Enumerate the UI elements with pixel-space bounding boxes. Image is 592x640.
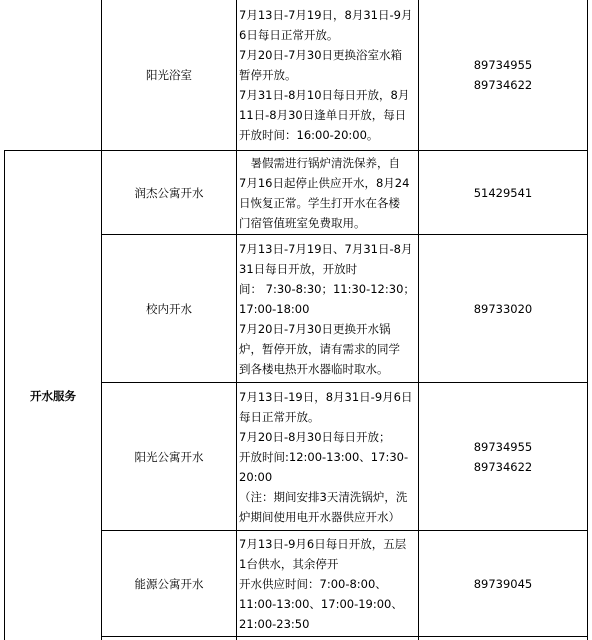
facility-name: 润杰公寓开水: [134, 185, 204, 200]
facility-name: 能源公寓开水: [134, 576, 204, 591]
description-cell: [237, 531, 418, 636]
description-cell: [237, 235, 418, 382]
facility-cell: [102, 0, 236, 150]
phone-cell: [419, 531, 587, 636]
category-cell: [5, 151, 101, 640]
description-line: 开放时间：16:00-20:00。: [239, 128, 379, 142]
description-cell: [237, 0, 418, 150]
phone-number: 51429541: [473, 185, 533, 200]
description-line: 21:00-23:50: [239, 616, 310, 631]
description-line: （注：期间安排3天清洗锅炉，洗: [239, 489, 408, 504]
description-line: 炉期间使用电开水器供应开水）: [239, 509, 400, 524]
phone-number: 89734955: [473, 439, 533, 454]
description-line: 7月20日-8月30日每日开放；: [239, 429, 391, 444]
facility-name: 阳光公寓开水: [134, 449, 204, 464]
phone-number: 89739045: [473, 576, 533, 591]
description-line: 11:00-13:00、17:00-19:00、: [239, 596, 403, 611]
phone-cell: [419, 383, 587, 530]
description-line: 暑假需进行锅炉清洗保养，自: [239, 155, 400, 170]
description-line: 17:00-18:00: [239, 301, 310, 316]
description-line: 7月13日-9月6日每日开放，五层: [239, 536, 407, 551]
description-line: 每日正常开放。: [239, 409, 320, 424]
phone-number: 89734622: [473, 78, 533, 92]
description-cell: [237, 383, 418, 530]
description-line: 6日每日正常开放。: [239, 28, 339, 42]
table-border-right: [587, 0, 588, 640]
facility-cell: [102, 383, 236, 530]
row-divider: [101, 636, 588, 637]
facility-cell: [102, 151, 236, 234]
category-label: 开水服务: [30, 388, 76, 403]
facility-cell: [102, 235, 236, 382]
facility-name: 校内开水: [146, 301, 192, 316]
phone-number: 89734955: [473, 58, 533, 72]
description-line: 开水供应时间：7:00-8:00、: [239, 576, 387, 591]
description-line: 7月13日-7月19日、7月31日-8月: [239, 241, 413, 256]
phone-cell: [419, 0, 587, 150]
phone-number: 89733020: [473, 301, 533, 316]
description-line: 7月31日-8月10日每日开放，8月: [239, 88, 410, 102]
description-line: 到各楼电热开水器临时取水。: [239, 361, 389, 376]
description-line: 20:00: [239, 469, 273, 484]
description-line: 7月20日-7月30日更换浴室水箱: [239, 48, 403, 62]
description-line: 31日每日开放，开放时: [239, 261, 358, 276]
phone-cell: [419, 235, 587, 382]
description-line: 日恢复正常。学生打开水在各楼: [239, 195, 400, 210]
description-line: 间： 7:30-8:30；11:30-12:30；: [239, 281, 415, 296]
facility-name: 阳光浴室: [146, 68, 192, 82]
description-line: 1台供水，其余停开: [239, 556, 339, 571]
description-line: 7月13日-19日，8月31日-9月6日: [239, 389, 413, 404]
phone-number: 89734622: [473, 459, 533, 474]
description-line: 炉，暂停开放，请有需求的同学: [239, 341, 400, 356]
phone-cell: [419, 151, 587, 234]
description-line: 7月16日起停止供应开水，8月24: [239, 175, 410, 190]
description-line: 暂停开放。: [239, 68, 297, 82]
description-line: 开放时间:12:00-13:00、17:30-: [239, 449, 409, 464]
description-line: 7月13日-7月19日，8月31日-9月: [239, 8, 413, 22]
description-line: 7月20日-7月30日更换开水锅: [239, 321, 391, 336]
description-line: 11日-8月30日逢单日开放，每日: [239, 108, 407, 122]
description-line: 门宿管值班室免费取用。: [239, 215, 366, 230]
facility-cell: [102, 531, 236, 636]
description-cell: [237, 151, 418, 234]
